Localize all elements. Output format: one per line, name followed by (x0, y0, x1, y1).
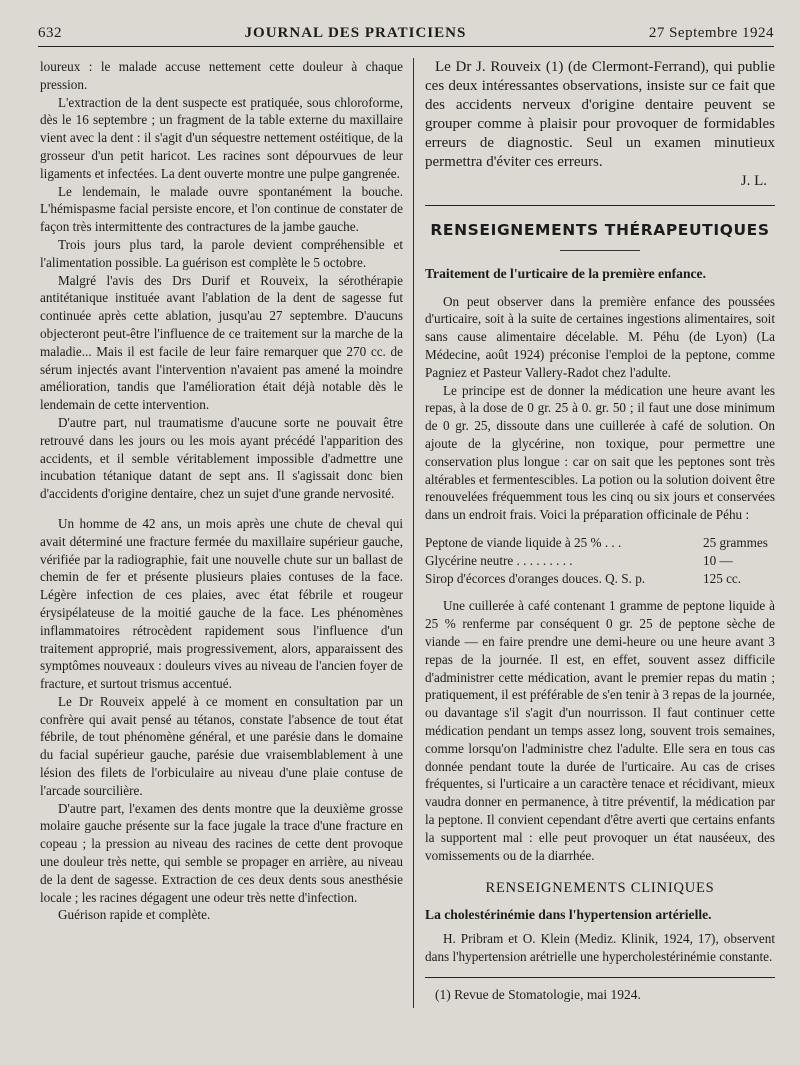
signature: J. L. (740, 173, 767, 189)
paragraph: loureux : le malade accuse nettement cette douleur à chaque pression. (40, 59, 403, 92)
column-divider (413, 58, 414, 1008)
recipe-row (425, 534, 775, 552)
paragraph: Malgré l'avis des Drs Durif et Rouveix, la sérothérapie antitétanique instituée avant l'ablation de la dent de sagesse fut continuée après cette ablation, jusqu'au 27 septembre. D'aucuns objecteront peut-être l'influence de ce traitement sur la marche de la maladie... Mais il est facile de leur faire remarquer que 270 cc. de sérum injectés avant l'intervention n'avaient pas amené la moindre amélioration, tandis que l'amélioration était déjà notable dès le lendemain de cette intervention. (40, 272, 403, 413)
right-column (425, 58, 775, 1004)
intro-paragraph: Le Dr J. Rouveix (1) (de Clermont-Ferrand), qui publie ces deux intéressantes observations, insiste sur ce fait que des accidents nerveux d'origine dentaire peuvent se grouper comme à plaisir pour provoquer de formidables erreurs de diagnostic. Seul un examen minutieux permettra d'éviter ces erreurs. (425, 59, 775, 170)
paragraph: Guérison rapide et complète. (58, 907, 211, 923)
recipe-item: Glycérine neutre . . . . . . . . . (425, 552, 573, 568)
paragraph: D'autre part, l'examen des dents montre que la deuxième grosse molaire gauche présente sur la face jugale la trace d'une fracture en copeau ; la pression au niveau des racines de cette dent provoque une douleur très nette, qui semble se propager en arrière, au niveau de la dent de sagesse. Extraction de ces deux dents sous anesthésie locale ; les racines dégagent une odeur très nette d'infection. (40, 800, 403, 905)
paragraph: L'extraction de la dent suspecte est pratiquée, sous chloroforme, dès le 16 septembre ; un fragment de la table externe du maxillaire vient avec la dent : il s'agit d'un séquestre nettement ostéitique, de la grosseur d'un petit haricot. Les racines sont dépourvues de leur ligaments et infectées. La dent ouverte montre une pulpe gangrenée. (40, 94, 403, 181)
recipe-row (425, 552, 775, 570)
section-title-cliniques: RENSEIGNEMENTS CLINIQUES (485, 880, 715, 897)
section-title-therapeutiques: RENSEIGNEMENTS THÉRAPEUTIQUES (430, 221, 770, 239)
paragraph: Trois jours plus tard, la parole devient compréhensible et l'alimentation possible. La guérison est complète le 5 octobre. (40, 236, 403, 270)
paragraph: D'autre part, nul traumatisme d'aucune sorte ne pouvait être retrouvé dans les jours ou les mois ayant précédé l'apparition des accidents, et il semble véritablement impossible d'admettre une incubation tétanique datant de sept ans. Il s'agissait donc bien d'accidents d'origine dentaire, chez un sujet d'une grande nervosité. (40, 414, 403, 502)
page-number: 632 (38, 24, 62, 41)
issue-date: 27 Septembre 1924 (648, 24, 774, 41)
recipe-amount: 25 grammes (703, 534, 768, 550)
left-column (40, 58, 403, 924)
paragraph: On peut observer dans la première enfance des poussées d'urticaire, soit à la suite de certaines ingestions alimentaires, soit sans cause alimentaire décelable. M. Péhu (de Lyon) (La Médecine, août 1924) préconise l'emploi de la peptone, comme Pagniez et Pasteur Vallery-Radot chez l'adulte. (425, 293, 775, 380)
footnote-rule (425, 977, 775, 978)
paragraph: Le lendemain, le malade ouvre spontanément la bouche. L'hémispasme facial persiste encore, et l'on continue de constater de façon très intermittente des contractures de la jambe gauche. (40, 183, 403, 235)
article-title-urticaire: Traitement de l'urticaire de la première enfance. (425, 265, 706, 281)
page-header (38, 20, 774, 46)
paragraph: Une cuillerée à café contenant 1 gramme de peptone liquide à 25 % renferme par conséquent 0 gr. 25 de peptone sèche de viande — en faire prendre une demi-heure ou une heure avant 3 repas de la journée. Il est, en effet, souvent assez difficile d'administrer cette médication, avant le premier repas du matin ; pratiquement, il est préférable de s'en tenir à 3 repas de la journée, ou davantage s'il s'agit d'un nourrisson. Il faut continuer cette médication pendant un temps assez long, souvent trois semaines, comme lorsqu'on l'administre chez l'adulte. Elle sera en tous cas donnée pendant toute la durée de l'urticaire. Au cas de crises fréquentes, si l'urticaire a un caractère tenace et récidivant, mieux vaudra donner en permanence, à titre préventif, la médication par la peptone. Il convient cependant d'être averti que certains enfants la supportent mal : elle peut provoquer un état nauséeux, des vomissements ou de la diarrhée. (425, 598, 775, 863)
paragraph: H. Pribram et O. Klein (Mediz. Klinik, 1924, 17), observent dans l'hypertension arétrielle une hypercholestérinémie constante. (425, 930, 775, 964)
footnote: (1) Revue de Stomatologie, mai 1924. (435, 987, 641, 1003)
recipe-item: Peptone de viande liquide à 25 % . . . (425, 534, 622, 550)
header-rule (38, 46, 774, 47)
journal-title: JOURNAL DES PRATICIENS (244, 24, 467, 41)
intro-signature-line (425, 172, 775, 191)
section-rule (425, 205, 775, 206)
recipe-row (425, 570, 775, 588)
recipe-amount: 10 — (703, 552, 733, 568)
recipe-table (425, 534, 775, 587)
recipe-amount: 125 cc. (703, 570, 742, 586)
article-title-cholesterinemie: La cholestérinémie dans l'hypertension artérielle. (425, 907, 712, 923)
paragraph: Le principe est de donner la médication une heure avant les repas, à la dose de 0 gr. 25 à 0. gr. 50 ; il faut une dose minimum de 0 gr. 25, dissoute dans une cuillerée à café de solution. On ajoute de la glycérine, non toxique, pour permettre une conservation plus longue : car on sait que les peptones sont très altérables et fermentescibles. La potion ou la solution doivent être renouvelées fréquemment tous les cinq ou six jours et conservées dans un endroit frais. Voici la préparation officinale de Péhu : (425, 382, 775, 523)
paragraph: Un homme de 42 ans, un mois après une chute de cheval qui avait déterminé une fracture fermée du maxillaire supérieur gauche, vérifiée par la radiographie, fait une nouvelle chute sur un ballast de chemin de fer et présente plusieurs plaies contuses de la face. Légère infection de ces plaies, avec état fébrile et rougeur érysipélateuse de la moitié gauche de la face. Les phénomènes inflammatoires rétrocèdent rapidement sous l'influence d'un traitement approprié, mais progressivement, alors, apparaissent des symptômes nouveaux : douleurs vives au niveau de l'ancien foyer de fracture, et surtout trismus accentué. (40, 515, 403, 692)
recipe-item: Sirop d'écorces d'oranges douces. Q. S. p. (425, 570, 646, 586)
short-rule (560, 250, 640, 251)
paragraph: Le Dr Rouveix appelé à ce moment en consultation par un confrère qui avait pensé au tétanos, constate l'absence de tout état fébrile, de tout phénomène général, et une parésie dans le domaine du facial supérieur gauche, parésie due vraisemblablement à une lésion des filets de l'orbiculaire au niveau d'une plaie contuse de l'arcade sourcilière. (40, 693, 403, 798)
